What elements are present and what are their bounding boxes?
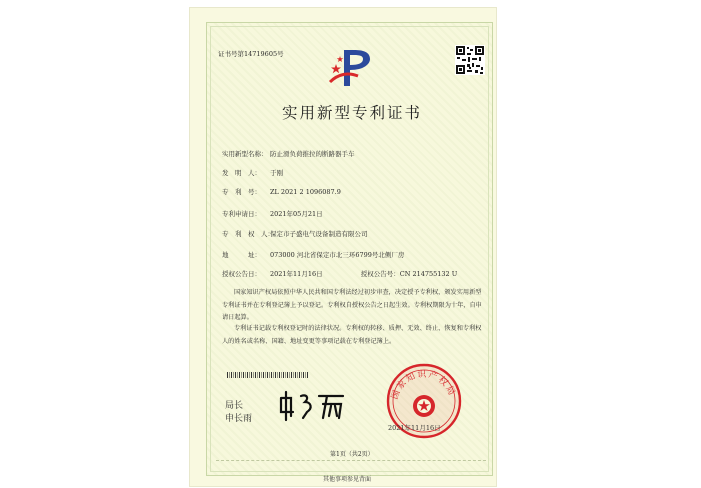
director-title: 局长 — [225, 401, 244, 411]
certificate-number: 证书号第14719605号 — [218, 50, 284, 58]
divider — [216, 460, 486, 461]
field-label: 地 址： — [222, 251, 261, 259]
director-signature-icon — [277, 390, 349, 422]
footer-note: 其他事项参见背面 — [323, 476, 372, 483]
field-value: 于刚 — [270, 169, 283, 177]
field-value: 保定市子盛电气设备制造有限公司 — [270, 230, 368, 238]
field-label: 发 明 人： — [222, 169, 261, 177]
grant-date-label: 授权公告日： — [222, 270, 261, 278]
grant-date-value: 2021年11月16日 — [270, 270, 323, 278]
field-patent-number — [222, 187, 341, 196]
certificate-title: 实用新型专利证书 — [281, 104, 422, 122]
barcode-icon — [227, 372, 309, 378]
field-value: ZL 2021 2 1096087.9 — [270, 188, 341, 196]
field-address — [222, 250, 404, 259]
field-label: 专利申请日： — [222, 210, 261, 218]
page-number: 第1页（共2页） — [330, 451, 374, 458]
field-inventor — [222, 168, 283, 177]
field-patentee — [222, 229, 368, 238]
field-label: 专 利 权 人： — [222, 230, 274, 238]
field-label: 专 利 号： — [222, 188, 261, 196]
qr-code-icon — [455, 45, 485, 75]
field-utility-model-name — [222, 149, 355, 158]
paragraph-legal-status: 专利证书记载专利权登记时的法律状况。专利权的转移、质押、无效、终止、恢复和专利权人的姓名或名称、国籍、地址变更等事项记载在专利登记簿上。 — [222, 325, 482, 345]
field-grant-info — [222, 269, 457, 278]
field-value: 防止滑负荷推拉的断路器手车 — [270, 150, 355, 158]
field-value: 2021年05月21日 — [270, 210, 323, 218]
field-application-date — [222, 209, 323, 218]
field-value: 073000 河北省保定市北三环6799号北侧厂房 — [270, 251, 405, 259]
seal-text: 国家知识产权局 — [390, 369, 457, 401]
field-label: 实用新型名称： — [222, 150, 268, 158]
paragraph-grant-decision: 国家知识产权局依照中华人民共和国专利法经过初步审查，决定授予专利权，颁发实用新型专利证书并在专利登记簿上予以登记。专利权自授权公告之日起生效。专利权期限为十年，自申请日起算。 — [222, 289, 482, 321]
grant-number-label: 授权公告号： — [360, 270, 400, 278]
seal-date: 2021年11月16日 — [388, 424, 441, 432]
cnipa-logo-icon — [326, 46, 376, 92]
grant-number-value: CN 214755132 U — [399, 270, 458, 278]
director-name: 申长雨 — [225, 414, 253, 424]
